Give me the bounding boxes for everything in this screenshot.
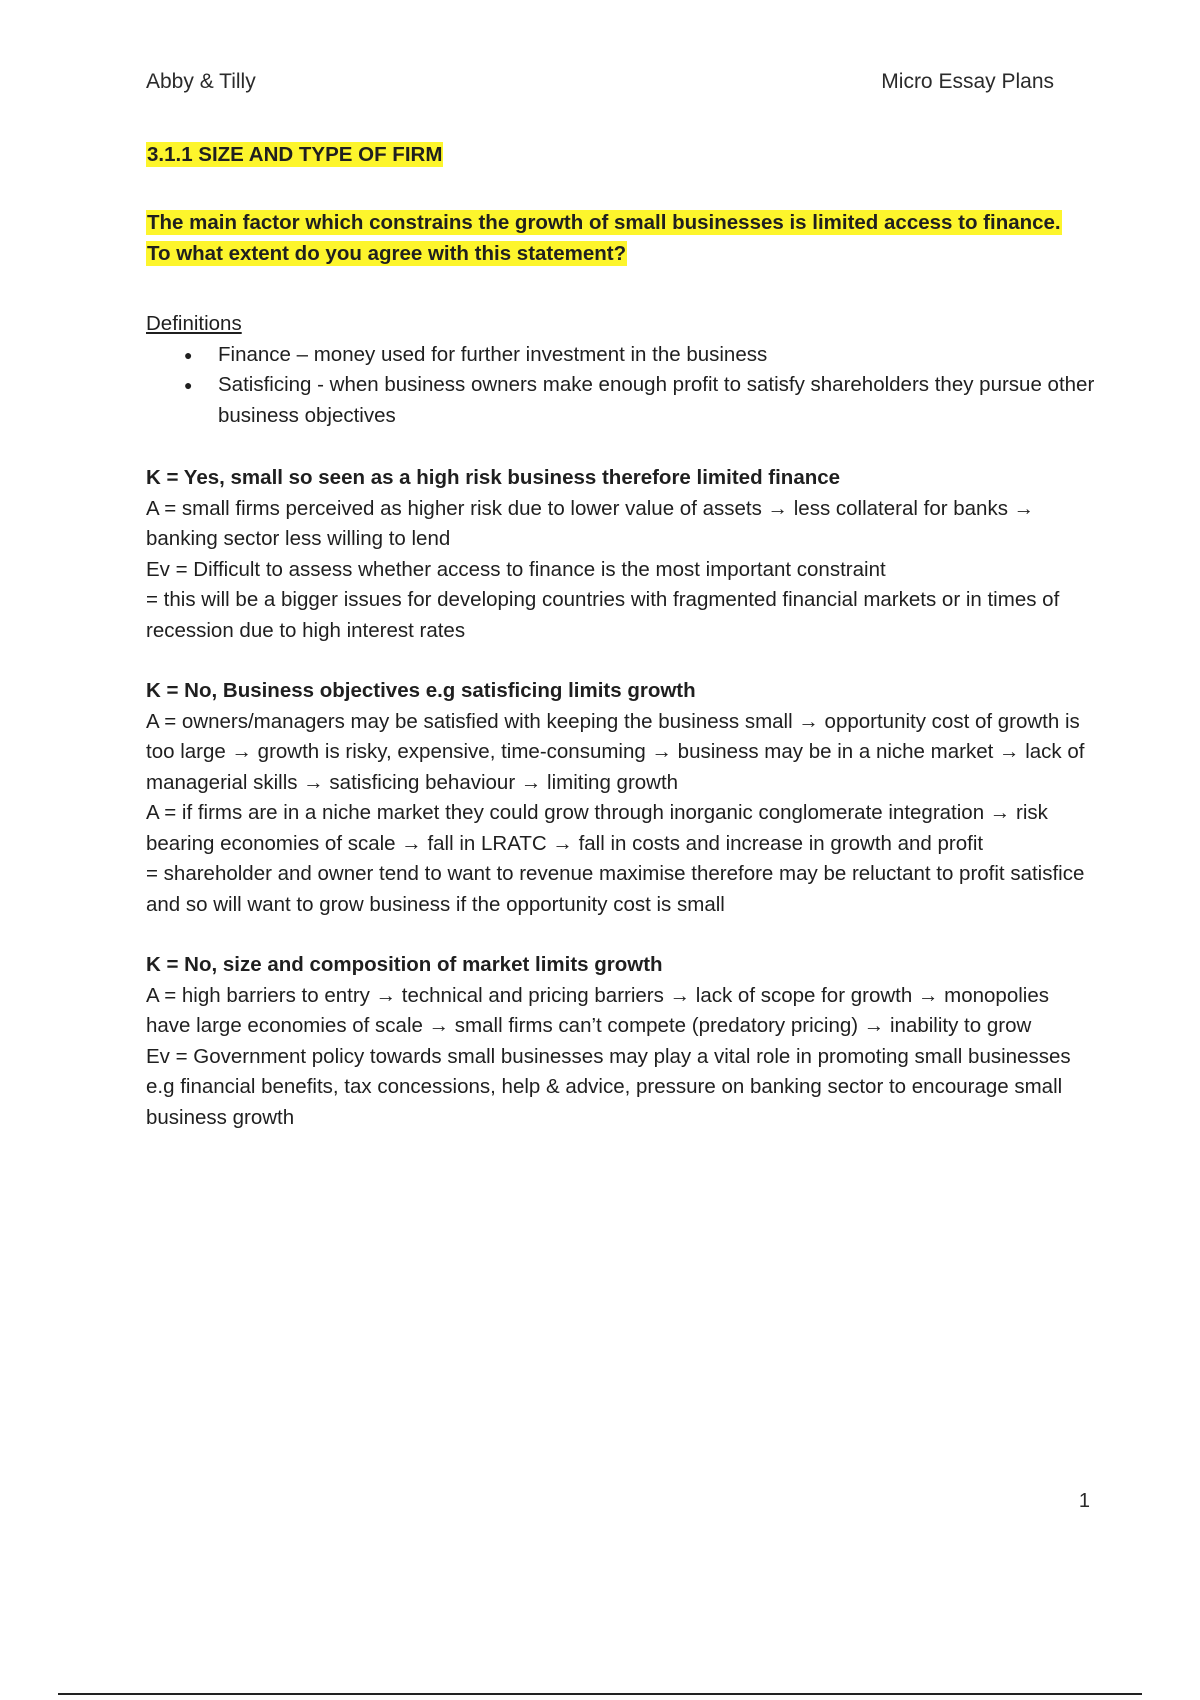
page-number: 1 (1078, 1490, 1090, 1512)
argument-block (146, 463, 1096, 646)
argument-knowledge: K = No, Business objectives e.g satisficing limits growth (146, 679, 696, 702)
argument-line: = shareholder and owner tend to want to revenue maximise therefore may be reluctant to profit satisfice and so will want to grow business if the opportunity cost is small (146, 862, 1085, 916)
definition-item: ● Finance – money used for further investment in the business (146, 340, 1098, 371)
argument-line: A = small firms perceived as higher risk due to lower value of assets → less collateral for banks → banking sector less willing to lend (146, 496, 1035, 550)
argument-line: Ev = Government policy towards small businesses may play a vital role in promoting small businesses e.g financial benefits, tax concessions, help & advice, pressure on banking sector to encourage small business growth (146, 1044, 1071, 1129)
header-author: Abby & Tilly (146, 70, 256, 93)
definitions-heading: Definitions (146, 312, 242, 335)
argument-line: A = owners/managers may be satisfied with keeping the business small → opportunity cost of growth is too large → growth is risky, expensive, time-consuming → business may be in a niche market → lack of managerial skills → satisficing behaviour → limiting growth (146, 709, 1085, 794)
argument-line: A = if firms are in a niche market they could grow through inorganic conglomerate integration → risk bearing economies of scale → fall in LRATC → fall in costs and increase in growth and profit (146, 801, 1048, 855)
document-body (146, 140, 1096, 1163)
definition-item: ● Satisficing - when business owners make enough profit to satisfy shareholders they pursue other business objectives (146, 370, 1098, 431)
argument-knowledge: K = No, size and composition of market limits growth (146, 953, 663, 976)
essay-question: The main factor which constrains the growth of small businesses is limited access to finance. To what extent do you agree with this statement? (147, 211, 1061, 265)
header-document-title: Micro Essay Plans (881, 70, 1054, 93)
argument-block (146, 950, 1096, 1133)
argument-line: = this will be a bigger issues for developing countries with fragmented financial markets or in times of recession due to high interest rates (146, 588, 1060, 642)
argument-line: Ev = Difficult to assess whether access to finance is the most important constraint (146, 557, 886, 581)
argument-line: A = high barriers to entry → technical and pricing barriers → lack of scope for growth → monopolies have large economies of scale → small firms can’t compete (predatory pricing) → inability to grow (146, 983, 1049, 1037)
argument-knowledge: K = Yes, small so seen as a high risk business therefore limited finance (146, 466, 841, 489)
argument-block (146, 676, 1096, 920)
section-title: 3.1.1 SIZE AND TYPE OF FIRM (147, 143, 443, 166)
page-bottom-divider (58, 1693, 1142, 1695)
definitions-list (146, 340, 1096, 432)
page-header (146, 70, 1054, 100)
